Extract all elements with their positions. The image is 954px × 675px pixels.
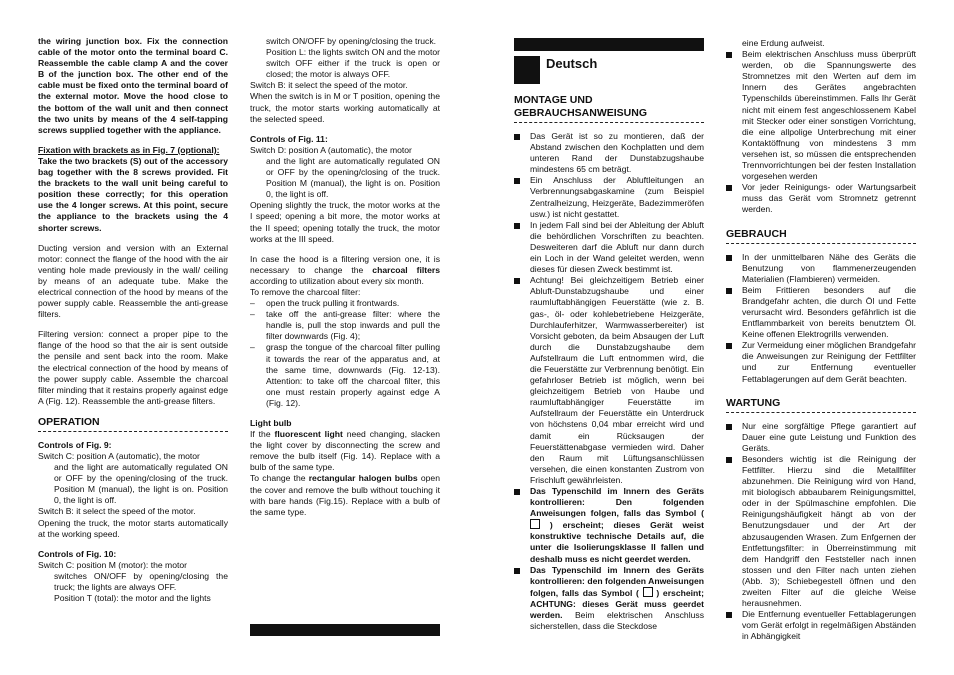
gebrauch-heading: GEBRAUCH (726, 227, 787, 240)
bullet-icon (514, 489, 520, 495)
lb-text-c: need changing, slacken the light cover by disconnecting the screw and remove the bulb itself (Fig. 14). Replace with a bulb of the same type. (250, 429, 440, 473)
list-item-text: Zur Vermeidung einer möglichen Brandgefahr die Anweisungen zur Reinigung der Fettfilter und zur Entfernung eventueller Fettablagerungen auf dem Gerät beachten. (742, 340, 916, 384)
list-item-text: Das Typenschild im Innern des Geräts kontrollieren: Den folgenden Anweisungen folgen, falls das Symbol ( (530, 486, 704, 519)
controls-fig11-line: Switch D: position A (automatic), the motor (250, 144, 412, 155)
list-item-text: Das Gerät ist so zu montieren, daß der Abstand zwischen den Kochplatten und dem unteren Rand der Dunstabzugshaube mindestens 65 cm beträgt. (530, 131, 704, 175)
list-item (514, 486, 704, 565)
list-item-text: Vor jeder Reinigungs- oder Wartungsarbeit muss das Gerät vom Stromnetz getrennt werden. (742, 182, 916, 215)
bullet-icon (726, 612, 732, 618)
list-item (726, 421, 916, 454)
ground-symbol-icon (643, 587, 653, 597)
list-item-text: Beim elektrischen Anschluss sicherstellen, dass die Steckdose (530, 610, 704, 632)
list-item (726, 285, 916, 340)
bullet-icon (726, 424, 732, 430)
language-marker (514, 56, 540, 84)
charcoal-text-b: charcoal filters (372, 264, 441, 275)
list-item-text: In der unmittelbaren Nähe des Geräts die Benutzung von flammenerzeugenden Materialien (Flambieren) vermeiden. (742, 251, 916, 284)
controls-fig10-total: Position T (total): the motor and the lights (54, 593, 211, 604)
switch-onoff-text: switch ON/OFF by opening/closing the truck. (266, 36, 437, 46)
list-item-text: Nur eine sorgfältige Pflege garantiert auf Dauer eine gute Leistung und Funktion des Geräts. (742, 420, 916, 453)
light-bulb-paragraph (250, 429, 440, 473)
list-item: – take off the anti-grease filter: where the handle is, pull the stop inwards and pull the filter downwards (Fig. 4); (250, 309, 440, 342)
bullet-icon (726, 52, 732, 58)
light-bulb-heading: Light bulb (250, 418, 292, 428)
lb-text-d: To change the (250, 473, 309, 484)
bullet-icon (726, 288, 732, 294)
divider (726, 412, 916, 413)
list-item-text: grasp the tongue of the charcoal filter pulling it towards the rear of the apparatus and, at the same time, downwards (Fig. 12-13). Attention: to take off the charcoal filter, this one must restain properly against edge A (Fig. 12). (266, 342, 440, 408)
controls-fig9-detail: and the light are automatically regulated ON or OFF by the opening/closing of the truck. Position M (manual), the light is on. Position 0, the light is off. (54, 462, 228, 506)
list-item-text: open the truck pulling it frontwards. (266, 298, 400, 309)
list-item-text: Ein Anschluss der Abluftleitungen an Verbrennungsabgaskamine (zum Beispiel Zentralheizung, Heizgeräte, Badezimmeröfen usw.) ist nicht gestattet. (530, 175, 704, 219)
controls-fig9-line: Switch C: position A (automatic), the motor (38, 451, 200, 461)
list-item: – open the truck pulling it frontwards. (250, 298, 400, 309)
halogen-paragraph (250, 473, 440, 517)
switch-mt-text: When the switch is in M or T position, opening the truck, the motor starts working automatically at the selected speed. (250, 91, 440, 124)
bullet-icon (726, 255, 732, 261)
list-item-text: take off the anti-grease filter: where the handle is, pull the stop inwards and pull the filter downwards (Fig. 4); (266, 309, 440, 342)
column-3 (514, 94, 704, 632)
list-item (514, 565, 704, 633)
list-item-text: Besonders wichtig ist die Reinigung der Fettfilter. Hierzu sind die Metallfilter abzunehmen. Die Reinigung wird von Hand, mit biologisch abbaubarem Reinigungsmittel, oder in der Spülmaschine empfohlen. Die Reinigungshäufigkeit hängt ab von der Benutzungsdauer und der Art der abzusaugenden Wrasen. Zum Enfgernen der Entfettungsfilter: in Überreinstimmung mit dem Handgriff den Feststeller nach innen stossen und den Filter nach unten ziehen (Abb. 3); Schiebegestell öffnen und den zweiten Filter auf die gleiche Weise herausnehmen. (742, 453, 916, 609)
list-item (726, 609, 916, 642)
ducting-paragraph: Ducting version and version with an External motor: connect the flange of the hood with the air venting hole made previously in the wall/ ceiling by means of an adequate tube. Make the electrical connection of the hood by means of the power supply cable. Reassemble the anti-grease filters. (38, 242, 228, 320)
list-item-text: Beim elektrischen Anschluss muss überprüft werden, ob die Spannungswerte des Stromnetzes mit den Werten auf dem im Innern des Gerätes angebrachten Typenschilds übereinstimmen. Falls Ihr Gerät nicht mit einem fest angeschlossenem Kabel mit Stecker oder einer sonstigen Vorrichtung, die eine allpolige Unterbrechung mit einer Kontaktöffnung von mindestens 3 mm versehen ist, so müssen die entsprechenden Trennvorrichtungen bei der festen Installation vorgesehen werden (742, 49, 916, 182)
list-item (726, 182, 916, 215)
list-item (514, 131, 704, 175)
divider (514, 122, 704, 123)
montage-heading: MONTAGE UND GEBRAUCHSANWEISUNG (514, 94, 648, 119)
column-1 (38, 36, 228, 604)
lb-text-e: rectangular halogen bulbs (308, 473, 418, 484)
wartung-heading: WARTUNG (726, 396, 781, 409)
list-item (726, 49, 916, 182)
list-item (514, 175, 704, 219)
controls-fig10-line: Switch C: position M (motor): the motor (38, 559, 188, 570)
lb-text-a: If the (250, 429, 275, 440)
controls-fig11-heading: Controls of Fig. 11: (250, 133, 328, 144)
header-bar (514, 38, 704, 51)
bullet-icon (514, 278, 520, 284)
list-item (726, 454, 916, 609)
controls-fig10-heading: Controls of Fig. 10: (38, 548, 117, 559)
list-item-text: Das Typenschild im Innern des Geräts kontrollieren: den folgenden Anweisungen folgen, falls das Symbol ( (530, 564, 704, 598)
list-item-text: In jedem Fall sind bei der Ableitung der Abluft die behördlichen Vorschriften zu beachten. Desweiteren darf die Abluft nur dann durch ein Loch in der Wand geleitet werden, wenn dieses für diesen Zweck bestimmt ist. (530, 219, 704, 275)
position-l-text: Position L: the lights switch ON and the motor switch OFF either if the truck is open or closed; the motor is always OFF. (266, 47, 440, 80)
column-4 (726, 38, 916, 643)
list-item-text: Beim Frittieren besonders auf die Brandgefahr achten, die durch Öl und Fette verursacht wird. Besonders gefährlich ist die Entflammbarkeit von bereits benutztem Öl. Keine offenen Elektrogrills verwenden. (742, 284, 916, 340)
controls-fig10-detail: switches ON/OFF by opening/closing the truck; the lights are always OFF. (54, 570, 228, 593)
bullet-icon (726, 343, 732, 349)
remove-charcoal-text: To remove the charcoal filter: (250, 286, 361, 297)
charcoal-paragraph (250, 254, 440, 287)
list-item (726, 340, 916, 384)
bullet-icon (514, 134, 520, 140)
list-item: – grasp the tongue of the charcoal filter pulling it towards the rear of the apparatus and, at the same time, downwards (Fig. 12-13). Attention: to take off the charcoal filter, this one must restain properly against edge A (Fig. 12). (250, 342, 440, 408)
controls-fig11-detail: and the light are automatically regulated ON or OFF by the opening/closing of the truck. Position M (manual), the light is on. Position 0, the light is off. (266, 155, 440, 200)
bullet-icon (514, 178, 520, 184)
brackets-paragraph: Take the two brackets (S) out of the accessory bag together with the 8 screws provided. Fit the brackets to the wall unit being careful to position these correctly; for this operation use the 4 longer screws. At this point, secure the appliance to the brackets using the 4 shorter screws. (38, 155, 228, 233)
charcoal-text-c: according to utilization about every six month. (250, 275, 424, 286)
list-item-text: Achtung! Bei gleichzeitigem Betrieb einer Abluft-Dunstabzugshaube und einer raumluftabhängigen Feuerstätte (wie z. B. gas-, öl- oder kohlebetriebene Heizgeräte, Durchlauferhitzer, Warmwasserbereiter) ist Vorsicht geboten, da beim Absaugen der Luft durch die Dunstabzugshaube dem Aufstellraum die Luft entnommen wird, die die Feuerstätte zur Verbrennung benötigt. Ein gefahrloser Betrieb ist möglich, wenn bei gleichzeitigem Betrieb von Haube und raumluftabhängiger Feuerstätte im Aufstellraum der Feuerstätte ein Unterdruck von höchstens 0,04 mbar erreicht wird und damit ein Rücksaugen der Feuerstättenabgase vermieden wird. Daher den Raum mit Lüftungsanschlüssen versehen, die einen konstanten Zustrom von Frischluft gewährleisten. (530, 275, 704, 485)
footer-bar (250, 624, 440, 636)
bullet-icon (726, 185, 732, 191)
wiring-paragraph: the wiring junction box. Fix the connection cable of the motor onto the terminal board C. Reassemble the cable clamp A and the cover B of the junction box. The other end of the cable must be fixed onto the terminal board of the external motor. Move the hood close to the bottom of the wall unit and then connect the two units by means of the 4 self-tapping screws supplied together with the appliance. (38, 36, 228, 135)
list-item (514, 275, 704, 486)
list-item (726, 252, 916, 285)
switch-b-text: Switch B: it select the speed of the motor. (38, 506, 196, 517)
list-item-text: ) erscheint; dieses Gerät weist konstruktive technische Details auf, die unter die Isolierungsklasse II fallen und deshalb muss es nicht geerdet werden. (530, 520, 704, 564)
lb-text-b: fluorescent light (274, 429, 343, 440)
erdung-text: eine Erdung aufweist. (742, 38, 825, 48)
opening-truck-text: Opening the truck, the motor starts automatically at the working speed. (38, 517, 228, 539)
controls-fig9-heading: Controls of Fig. 9: (38, 439, 112, 450)
class-ii-symbol-icon (530, 519, 540, 529)
divider (726, 243, 916, 244)
filtering-paragraph: Filtering version: connect a proper pipe to the flange of the hood so that the air is sent outside the pensile and sent back into the room. Make the electrical connection of the hood by means of the power supply cable. Assemble the charcoal filter minding that it restains properly against edge A (Fig. 12). Reassemble the anti-grease filters. (38, 329, 228, 406)
bullet-icon (726, 457, 732, 463)
lb-text-f: open the cover and remove the bulb without touching it with bare hands (Fig.15). Replace with a bulb of the same type. (250, 473, 440, 517)
bullet-icon (514, 568, 520, 574)
language-title: Deutsch (546, 56, 598, 71)
column-2 (250, 36, 440, 518)
bullet-icon (514, 223, 520, 229)
speed-text: Opening slightly the truck, the motor works at the I speed; opening a bit more, the motor works at the II speed; opening totally the truck, the motor works at the III speed. (250, 200, 440, 244)
charcoal-text-a: In case the hood is a filtering version one, it is necessary to change the (250, 253, 440, 275)
switch-b-text-2: Switch B: it select the speed of the motor. (250, 80, 408, 91)
list-item (514, 220, 704, 275)
operation-heading: OPERATION (38, 415, 100, 428)
brackets-heading: Fixation with brackets as in Fig. 7 (optional): (38, 144, 220, 155)
list-item-text: Die Entfernung eventueller Fettablagerungen vom Gerät erfolgt in regelmäßigen Abständen in Abhängigkeit (742, 609, 916, 642)
divider (38, 431, 228, 432)
list-item-text: ) erscheint; ACHTUNG: dieses Gerät muss geerdet werden. (530, 587, 705, 621)
